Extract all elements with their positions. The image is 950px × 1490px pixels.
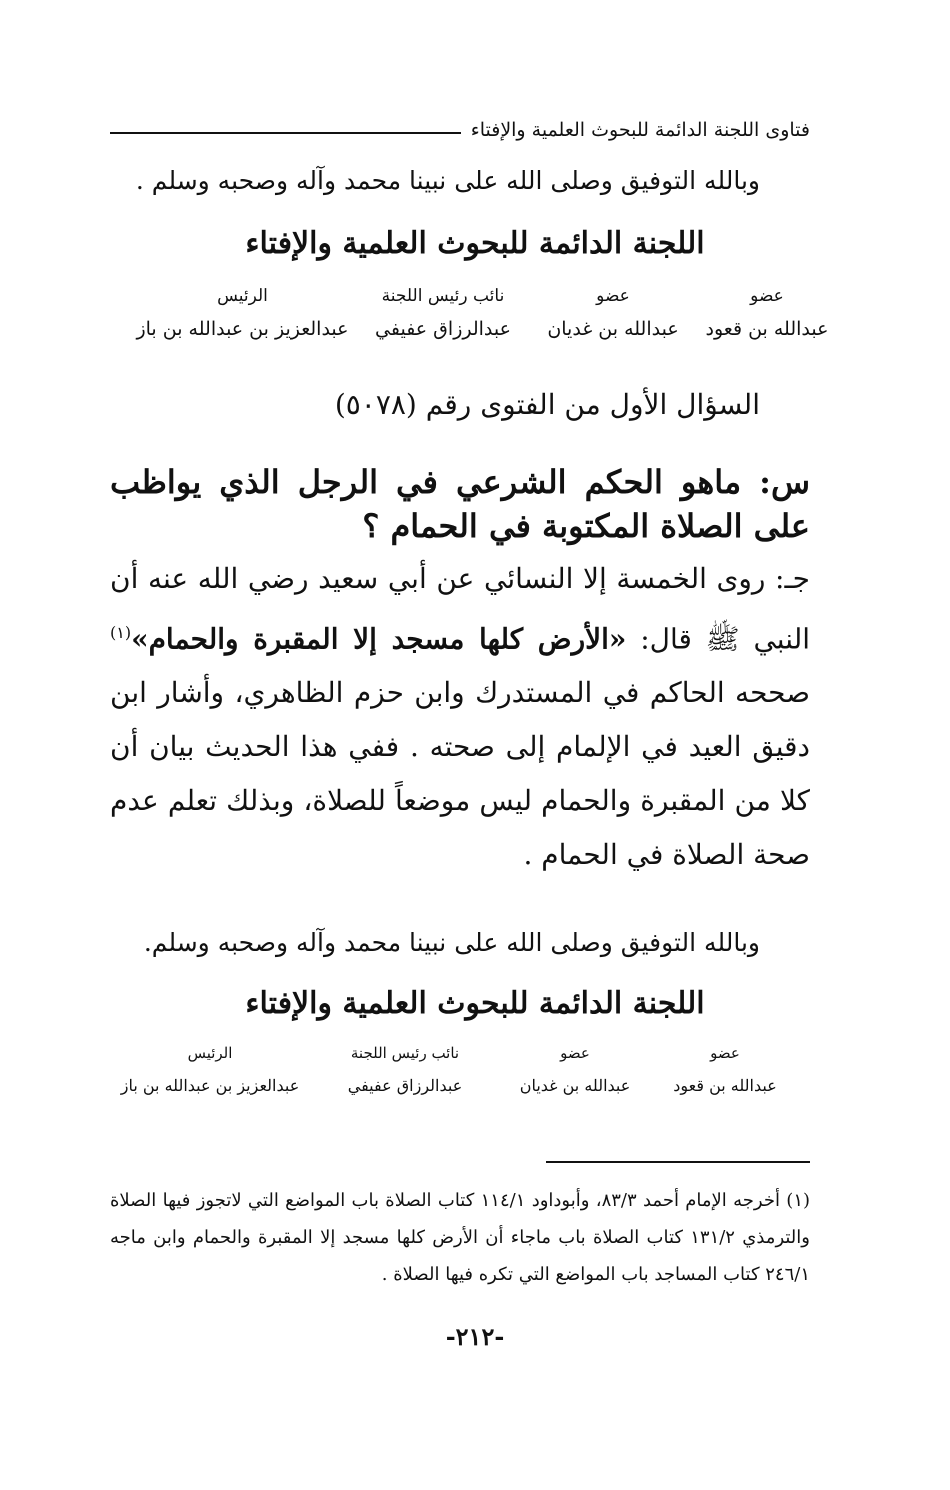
signatory-1 [660, 1044, 790, 1095]
fatwa-number: السؤال الأول من الفتوى رقم (٥٠٧٨) [334, 388, 760, 421]
header-rule [110, 132, 461, 134]
signatory-name: عبدالعزيز بن عبدالله بن باز [120, 1076, 300, 1095]
signatory-name: عبدالله بن غديان [519, 1076, 631, 1095]
signatory-name: عبدالله بن غديان [547, 318, 679, 340]
footnote-ref: (١) [110, 623, 132, 642]
question: س: ماهو الحكم الشرعي في الرجل الذي يواظب على الصلاة المكتوبة في الحمام ؟ [110, 463, 810, 545]
committee-title: اللجنة الدائمة للبحوث العلمية والإفتاء [245, 986, 705, 1021]
signatory-role: عضو [560, 1044, 590, 1062]
signatory-role: نائب رئيس اللجنة [381, 286, 505, 306]
signatory-name: عبدالله بن قعود [673, 1076, 777, 1095]
signatory-role: عضو [710, 1044, 740, 1062]
answer-intro: جـ: روى الخمسة إلا النسائي عن أبي سعيد رضي الله عنه أن النبي ﷺ قال: [110, 562, 811, 656]
signatory-name: عبدالعزيز بن عبدالله بن باز [136, 318, 349, 340]
running-header-title: فتاوى اللجنة الدائمة للبحوث العلمية والإفتاء [470, 119, 810, 141]
signatory-4 [110, 1044, 310, 1095]
hadith-quote: «الأرض كلها مسجد إلا المقبرة والحمام» [131, 622, 627, 656]
signature-block [0, 1044, 950, 1114]
closing-prayer: وبالله التوفيق وصلى الله على نبينا محمد وآله وصحبه وسلم. [143, 928, 760, 957]
signatory-role: عضو [596, 286, 630, 306]
signatory-1 [702, 286, 832, 340]
signatory-name: عبدالرزاق عفيفي [375, 318, 511, 340]
signature-block [0, 286, 950, 366]
signatory-name: عبدالرزاق عفيفي [347, 1076, 463, 1095]
signatory-role: عضو [750, 286, 784, 306]
closing-prayer: وبالله التوفيق وصلى الله على نبينا محمد وآله وصحبه وسلم . [135, 166, 760, 195]
signatory-3 [330, 1044, 480, 1095]
answer-body: صححه الحاكم في المستدرك وابن حزم الظاهري، وأشار ابن دقيق العيد في الإلمام إلى صحته . ففي هذا الحديث بيان أن كلا من المقبرة والحمام ليس موضعاً للصلاة، وبذلك تعلم عدم صحة الصلاة في الحمام . [110, 676, 810, 872]
signatory-role: الرئيس [217, 286, 268, 306]
page-number: -٢١٢- [445, 1322, 505, 1351]
running-header [110, 104, 810, 140]
signatory-name: عبدالله بن قعود [705, 318, 829, 340]
footnote: (١) أخرجه الإمام أحمد ٨٣/٣، وأبوداود ١١٤/١ كتاب الصلاة باب المواضع التي لاتجوز فيها الصلاة والترمذي ١٣١/٢ كتاب الصلاة باب ماجاء أن الأرض كلها مسجد إلا المقبرة والحمام وابن ماجه ٢٤٦/١ كتاب المساجد باب المواضع التي تكره فيها الصلاة . [110, 1190, 811, 1285]
footnote-rule [546, 1161, 810, 1163]
signatory-4 [135, 286, 350, 340]
signatory-3 [368, 286, 518, 340]
signatory-role: الرئيس [187, 1044, 233, 1062]
signatory-2 [538, 286, 688, 340]
signatory-2 [505, 1044, 645, 1095]
answer [110, 552, 810, 882]
committee-title: اللجنة الدائمة للبحوث العلمية والإفتاء [245, 226, 705, 261]
signatory-role: نائب رئيس اللجنة [350, 1044, 460, 1062]
